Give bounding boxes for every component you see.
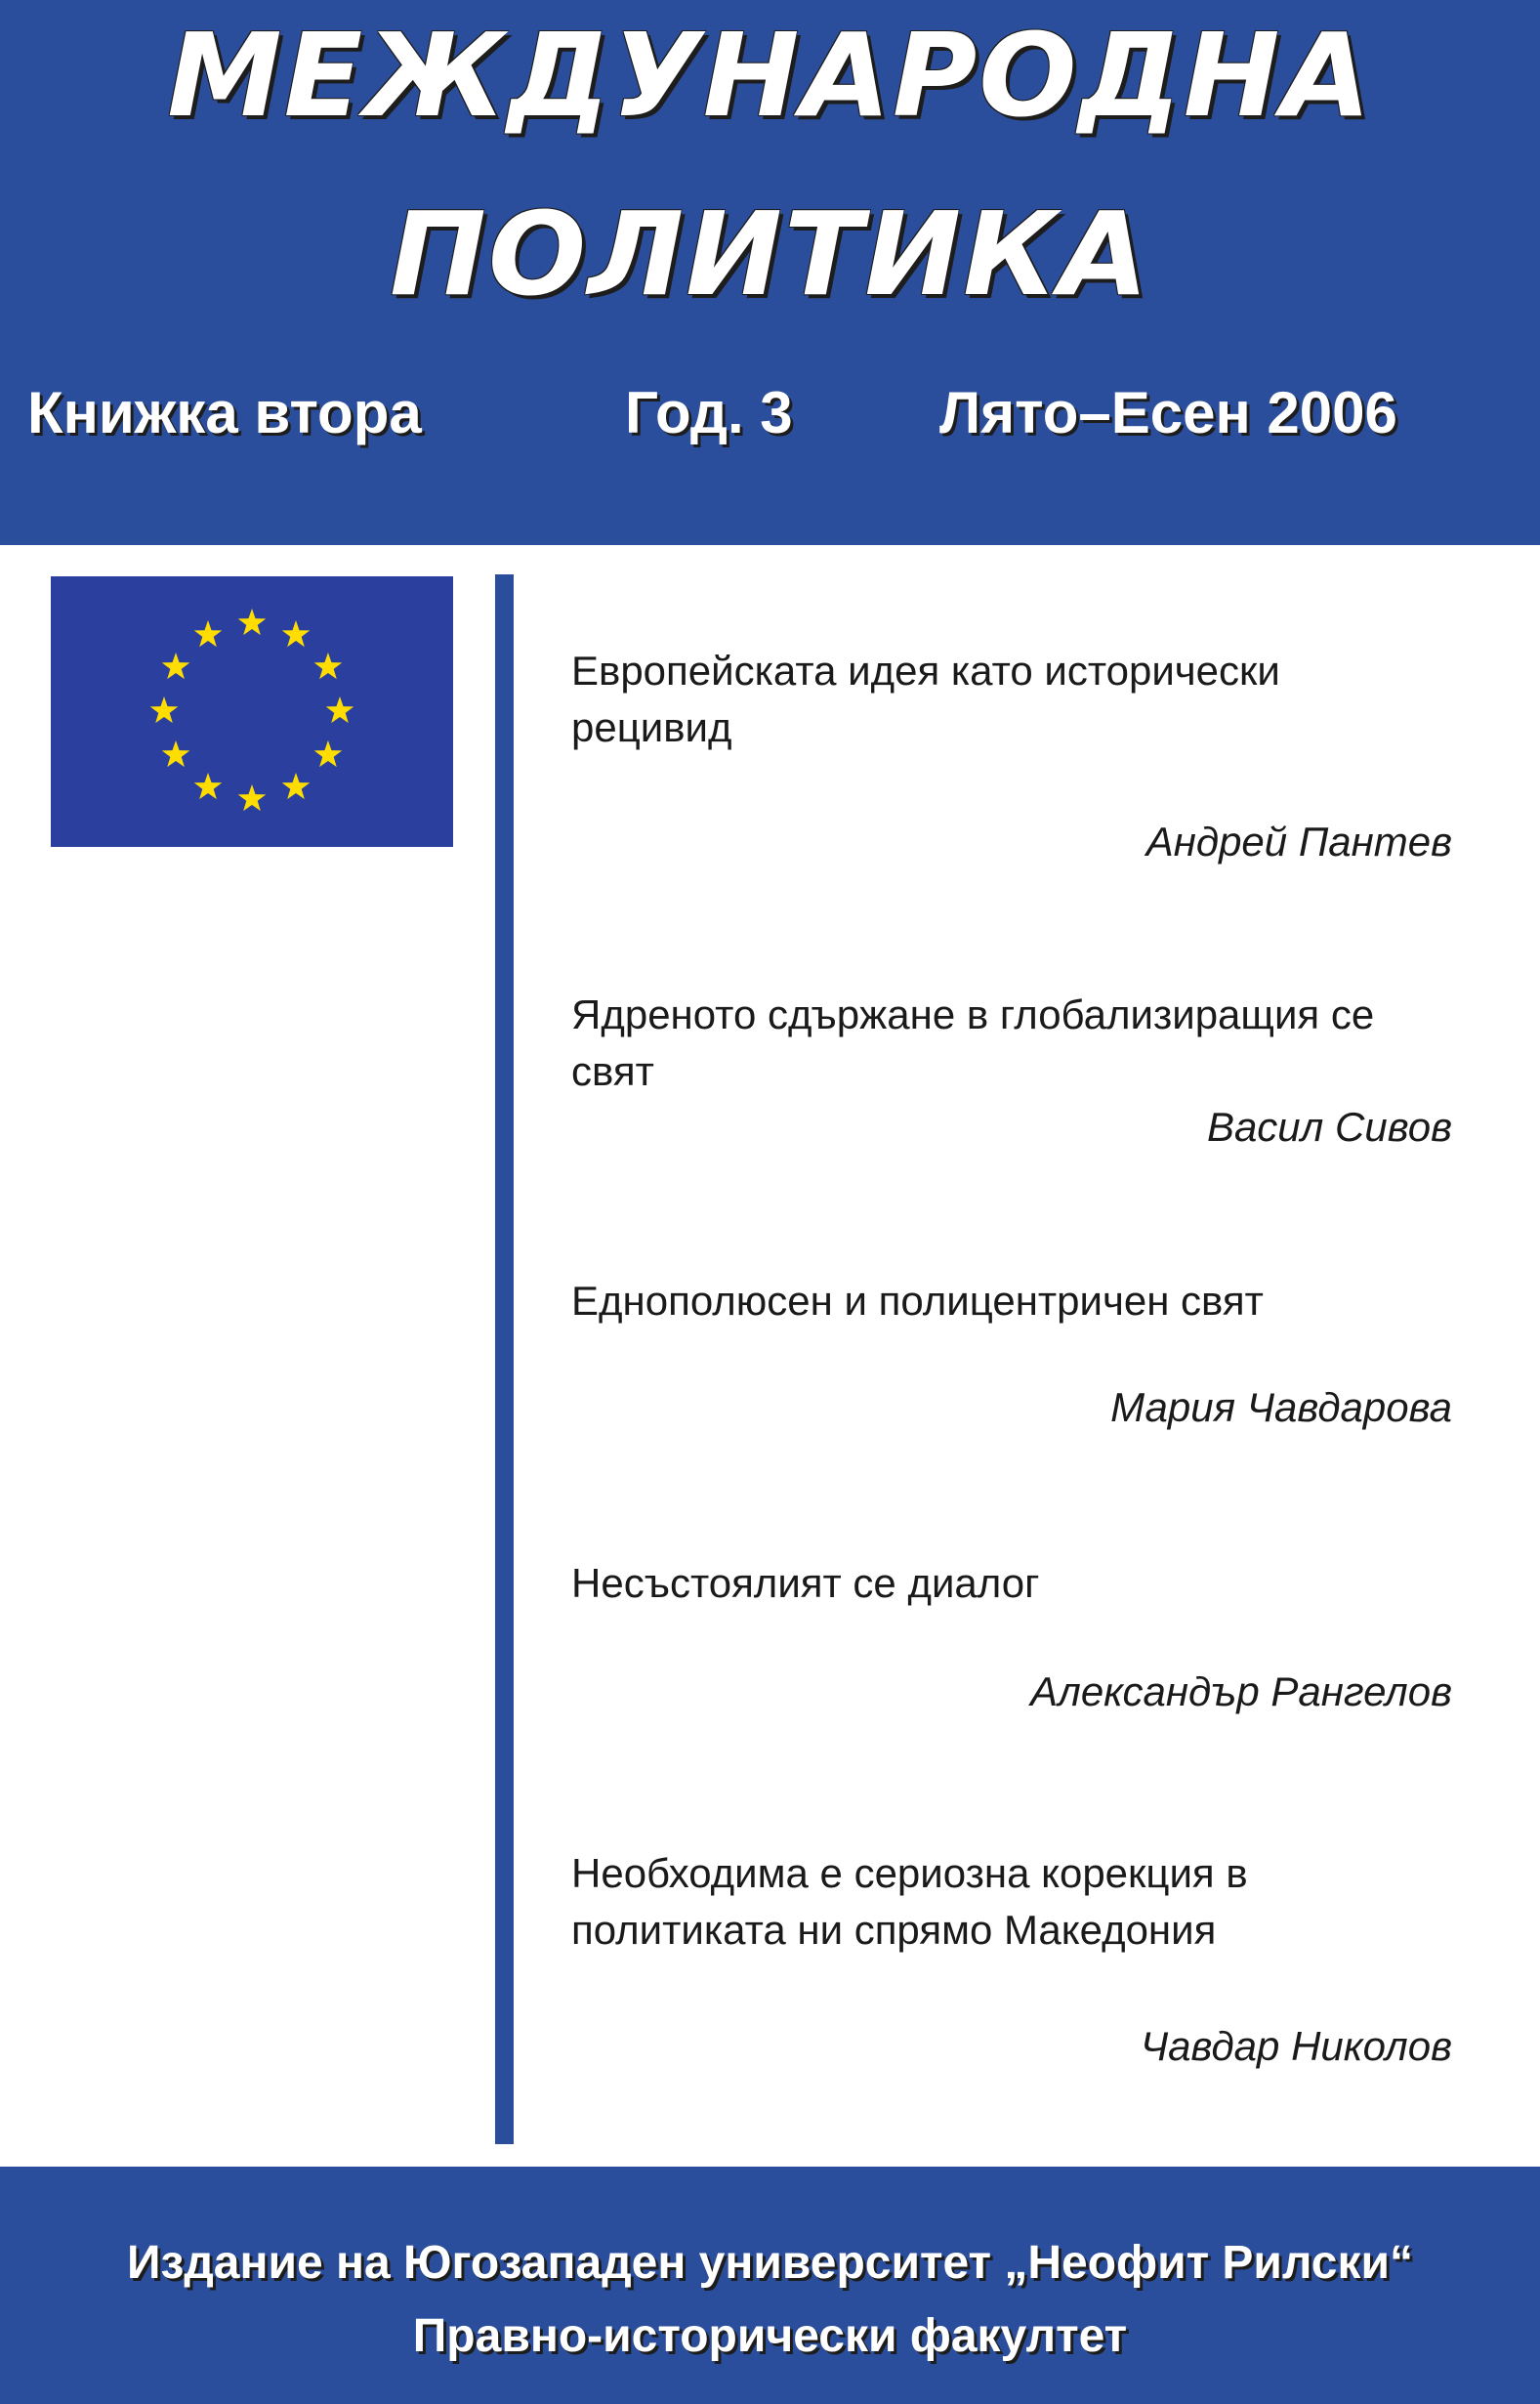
vertical-divider <box>495 574 514 2144</box>
publisher-line-1: Издание на Югозападен университет „Неофит Рилски“ <box>126 2237 1414 2289</box>
article-title: Ядреното сдържане в глобализиращия се свят <box>571 991 1375 1094</box>
issue-season: Лято–Есен 2006 <box>939 380 1397 445</box>
article-author: Александър Рангелов <box>1030 1668 1452 1714</box>
article-author: Чавдар Николов <box>1140 2023 1452 2069</box>
article-author: Васил Сивов <box>1206 1104 1452 1150</box>
journal-title-line-2: ПОЛИТИКА <box>390 187 1150 321</box>
journal-title-line-1: МЕЖДУНАРОДНА <box>167 8 1373 143</box>
article-author: Мария Чавдарова <box>1110 1384 1452 1430</box>
eu-flag-svg <box>51 576 453 847</box>
article-title: Европейската идея като исторически рецивид <box>571 648 1280 750</box>
issue-book: Книжка втора <box>27 380 422 445</box>
eu-flag-icon <box>51 576 453 847</box>
article-5 <box>571 1845 1452 2069</box>
article-1 <box>571 643 1452 865</box>
article-title: Необходима е сериозна корекция в политиката ни спрямо Македония <box>571 1850 1248 1953</box>
article-author: Андрей Пантев <box>1145 819 1452 865</box>
publisher-line-2: Правно-исторически факултет <box>412 2310 1128 2362</box>
article-title: Еднополюсен и полицентричен свят <box>571 1278 1264 1324</box>
article-title: Несъстоялият се диалог <box>571 1560 1040 1606</box>
article-3 <box>571 1273 1452 1430</box>
article-2 <box>571 987 1452 1150</box>
issue-year: Год. 3 <box>625 380 793 445</box>
article-4 <box>571 1555 1452 1714</box>
